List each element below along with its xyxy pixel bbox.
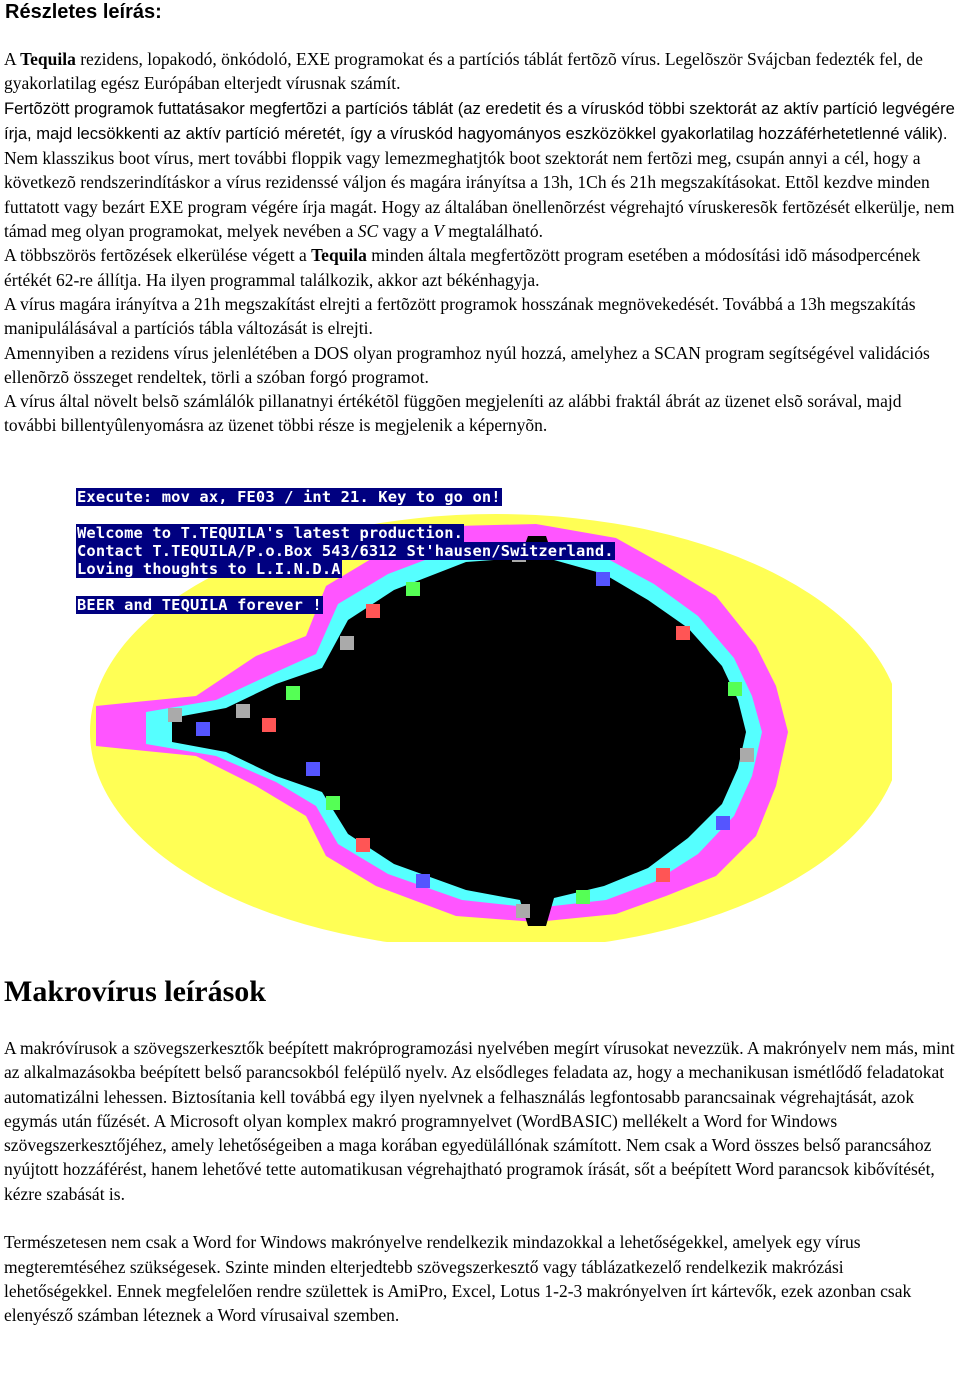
- paragraph-scan: Amennyiben a rezidens vírus jelenlétében a DOS olyan programhoz nyúl hozzá, amelyhez a SCAN program segítségével validációs ellenõrzõ összeget rendeltek, törli a szóban forgó programot.: [4, 342, 930, 387]
- screen-line-contact: Contact T.TEQUILA/P.o.Box 543/6312 St'hausen/Switzerland.: [77, 542, 614, 560]
- paragraph-multiple-infection: A többszörös fertõzések elkerülése végett a Tequila minden általa megfertõzött program esetében a módosítási idõ másodpercének értékét 62-re állítja. Ha ilyen programmal találkozik, akkor azt békénhagyja.: [4, 245, 921, 290]
- section-heading-macro: Makrovírus leírások: [4, 975, 266, 1008]
- macro-text: [4, 1036, 956, 1328]
- screen-line-execute: Execute: mov ax, FE03 / int 21. Key to go on!: [77, 488, 501, 506]
- fractal-left-bulb: [282, 690, 370, 770]
- screen-line-loving: Loving thoughts to L.I.N.D.A: [77, 560, 341, 578]
- paragraph-intro: A Tequila rezidens, lopakodó, önkódoló, EXE programokat és a partíciós táblát fertõzõ vírus. Legelõször Svájcban fedezték fel, de gyakorlatilag egész Európában elterjedt vírusnak számít.: [4, 49, 923, 94]
- screen-line-beer: BEER and TEQUILA forever !: [77, 596, 322, 614]
- paragraph-stealth: A vírus magára irányítva a 21h megszakítást elrejti a fertõzött programok hosszának megnövekedését. Továbbá a 13h megszakítás manipulálásával a partíciós tábla változását is elrejti.: [4, 293, 916, 339]
- screen-line-welcome: Welcome to T.TEQUILA's latest production.: [77, 524, 464, 542]
- paragraph-macro-other: Természetesen nem csak a Word for Windows makrónyelve rendelkezik mindazokkal a lehetőségekkel, amelyek egy vírus megteremtéséhez szükségesek. Szinte minden elterjedtebb szövegszerkesztő vagy táblázatkezelő rendelkezik makrózási lehetőségekkel. Ennek megfelelően rendre születtek is AmiPro, Excel, Lotus 1-2-3 makrónyelven írt kártevők, ezek azonban csak elenyésző számban léteznek a Word vírusaival szemben.: [4, 1232, 912, 1326]
- details-text: [4, 47, 956, 438]
- paragraph-fractal: A vírus által növelt belsõ számlálók pillanatnyi értékétõl függõen megjeleníti az alábbi fraktál ábrát az üzenet elsõ sorával, majd további billentyûlenyomásra az üzenet többi része is megjelenik a képernyõn.: [4, 391, 902, 436]
- paragraph-macro-intro: A makróvírusok a szövegszerkesztők beépített makróprogramozási nyelvében megírt vírusokat nevezzük. A makrónyelv nem más, mint az alkalmazásokba beépített belső parancsokból felépülő nyelv. Az elsődleges feladata az, hogy a mechanikusan ismétlődő feladatokat automatizálni lehessen. Biztosítania kell továbbá egy ilyen nyelvnek a felhasználás legfontosabb parancsainak végrehajtását, azok egymás után fűzését. A Microsoft olyan komplex makró programnyelvet (WordBASIC) mellékelt a Word for Windows szövegszerkesztőjéhez, amely lehetőségeiben a maga korában egyedülállónak számított. Nem csak a Word összes belső parancsához nyújtott hozzáférést, hanem lehetővé tette automatikusan végrehajtható programok írását, sőt a beépített Word parancsok kibővítését, kézre szabását is.: [4, 1038, 955, 1204]
- section-heading-details: Részletes leírás:: [5, 1, 162, 23]
- paragraph-infection: Fertõzött programok futtatásakor megfertõzi a partíciós táblát (az eredetit és a víruskód többi szektorát az aktív partíció legvégére írja, majd lecsökkenti az aktív partíció méretét, így a víruskód hagyományos eszközökkel gyakorlatilag hozzáférhetetlenné válik). Nem klasszikus boot vírus, mert további floppik vagy lemezmeghatjtók boot szektorát nem fertõzi meg, csupán annyi a cél, hogy a következõ rendszerindításkor a vírus rezidenssé váljon és magára irányítsa a 13h, 1Ch és 21h megszakításokat. Ettõl kezdve minden futtatott vagy bezárt EXE program végére írja magát. Hogy az általában önellenõrzést végrehajtó víruskeresõk fertõzését elkerülje, nem támad meg olyan programokat, melyek nevében a SC vagy a V megtalálható.: [4, 98, 955, 242]
- fractal-screenshot: [76, 486, 892, 942]
- virus-name: Tequila: [311, 245, 367, 266]
- virus-name: Tequila: [20, 49, 76, 69]
